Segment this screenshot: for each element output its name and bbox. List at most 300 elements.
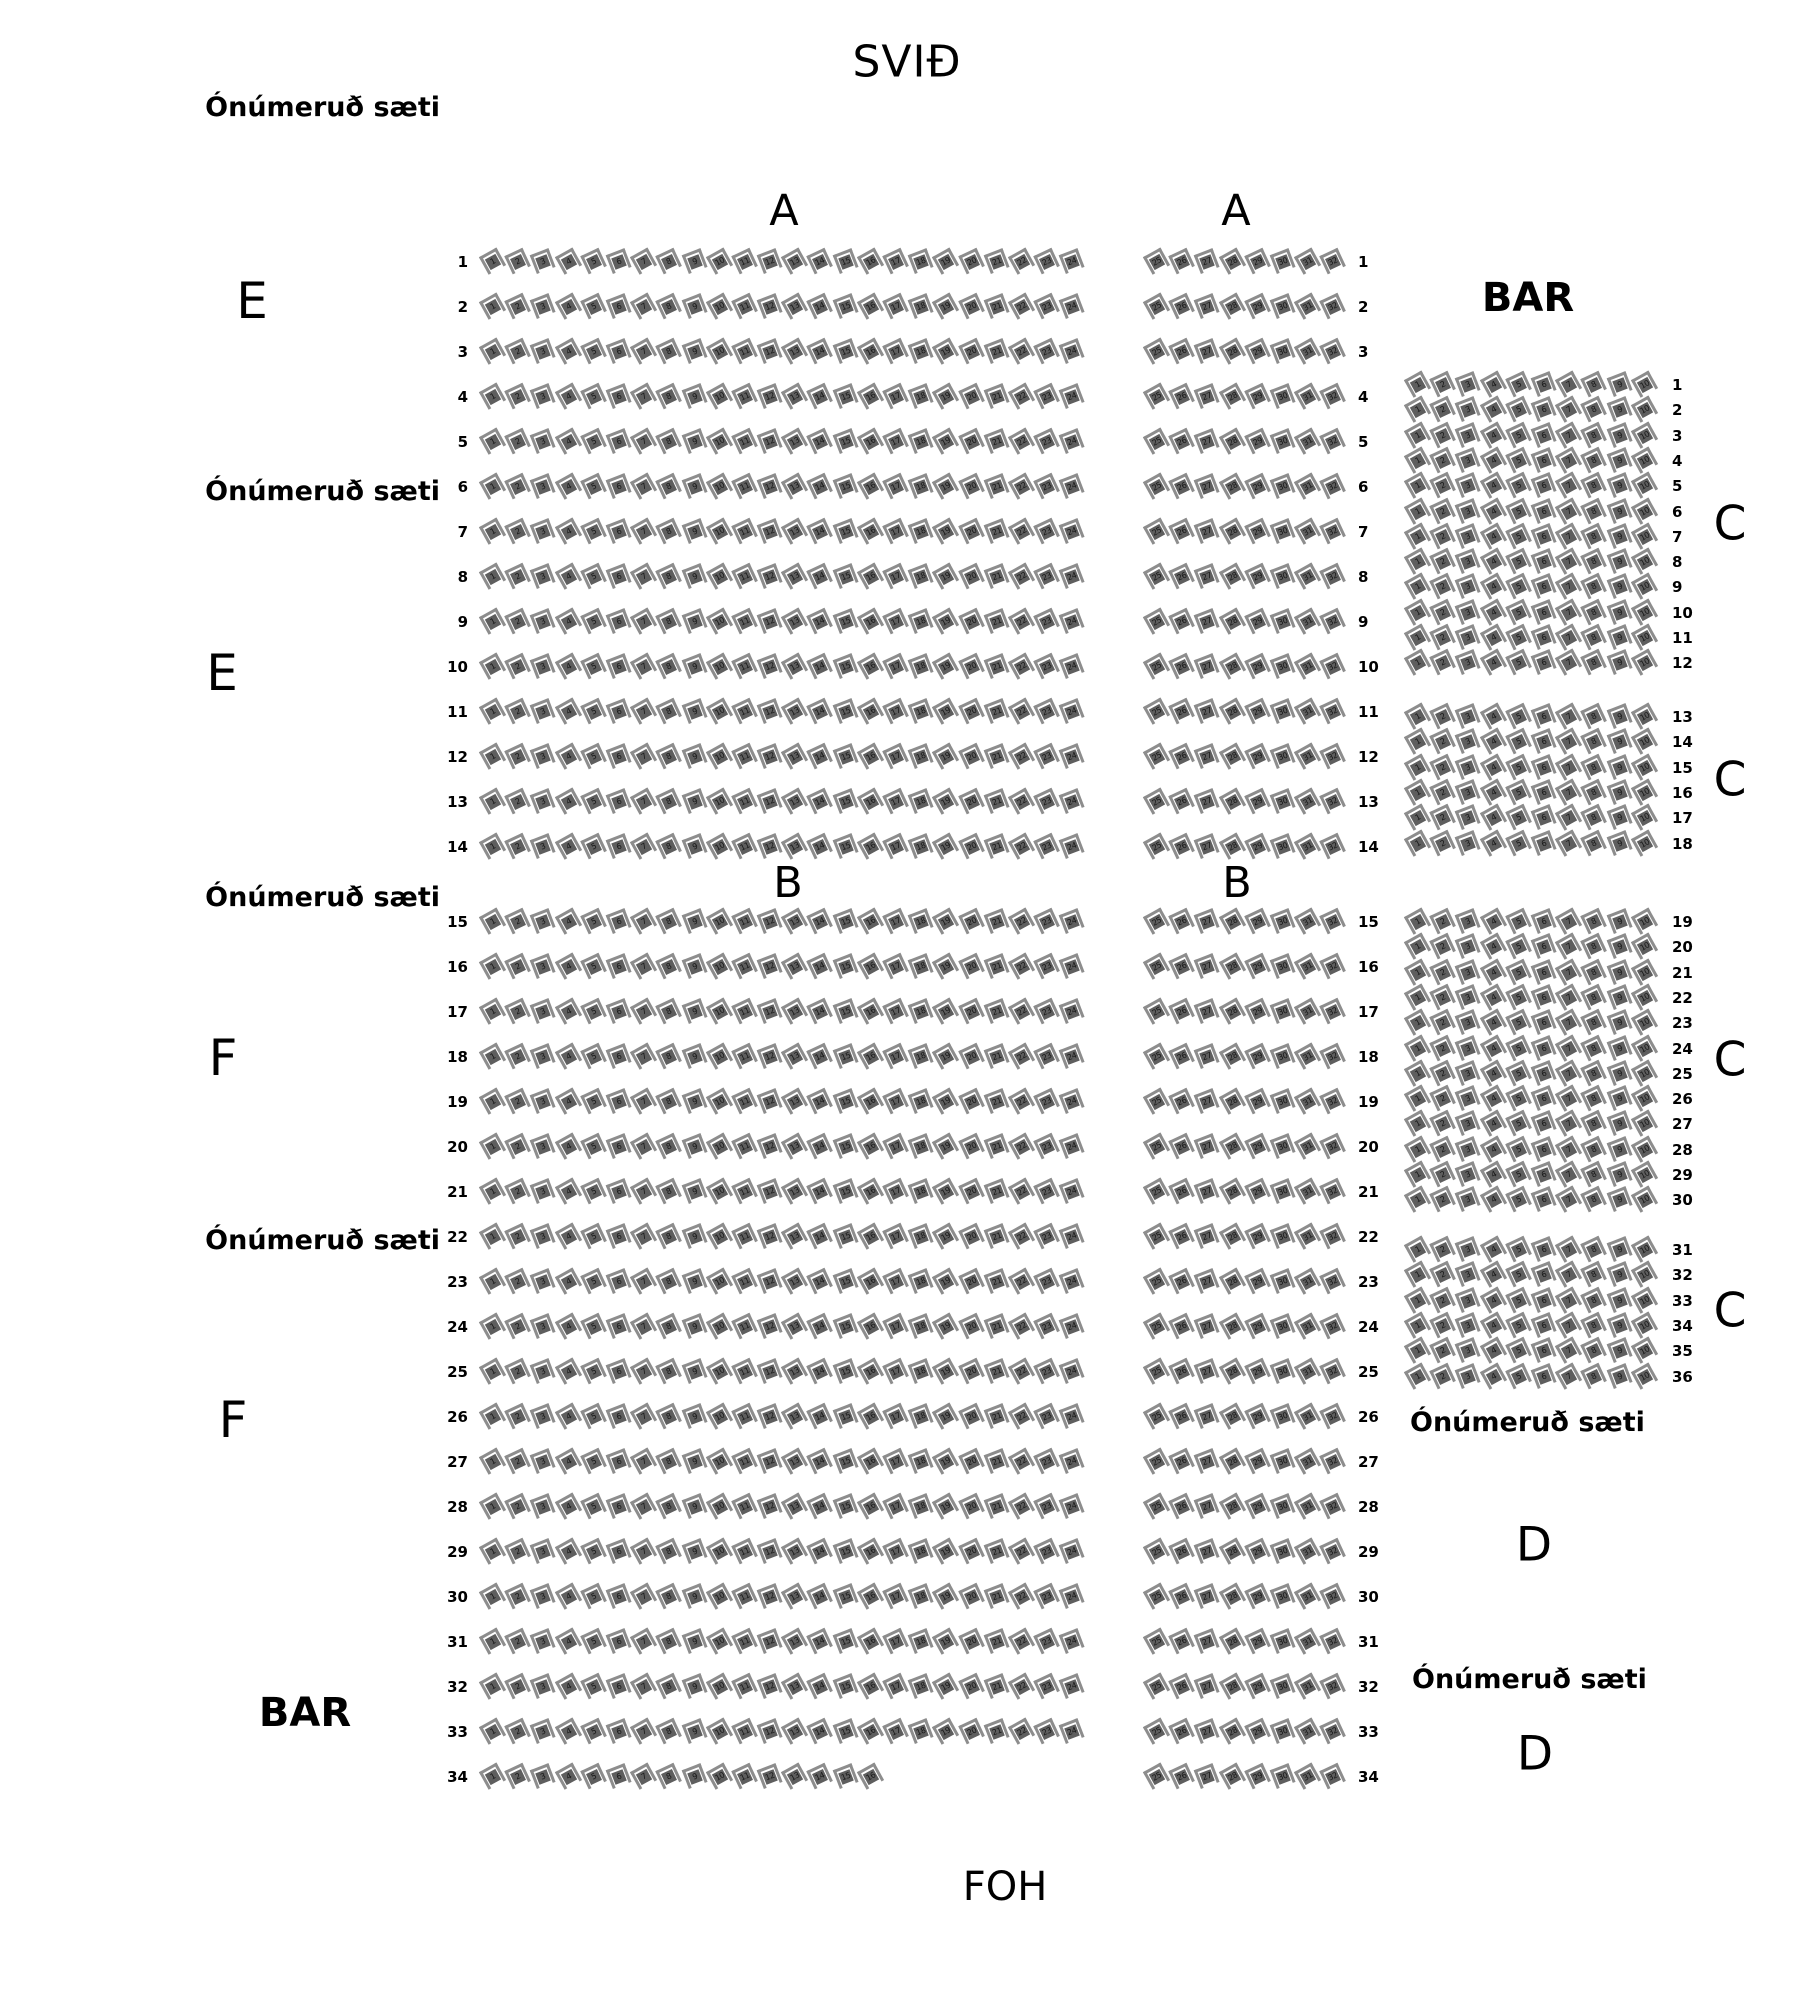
seat[interactable]: 7	[1561, 810, 1577, 826]
seat[interactable]: 24	[1065, 524, 1081, 540]
seat[interactable]: 2	[510, 1544, 526, 1560]
seat[interactable]: 2	[510, 1499, 526, 1515]
seat[interactable]: 5	[586, 1589, 602, 1605]
seat[interactable]: 2	[510, 1679, 526, 1695]
seat[interactable]: 2	[510, 839, 526, 855]
seat[interactable]: 32	[1325, 569, 1341, 585]
seat[interactable]: 10	[1637, 554, 1653, 570]
seat[interactable]: 1	[485, 914, 501, 930]
seat[interactable]: 26	[1174, 1319, 1190, 1335]
seat[interactable]: 8	[1586, 554, 1602, 570]
seat[interactable]: 10	[712, 1679, 728, 1695]
seat[interactable]: 18	[913, 1139, 929, 1155]
seat[interactable]: 2	[1435, 529, 1451, 545]
seat[interactable]: 26	[1174, 254, 1190, 270]
seat[interactable]: 18	[913, 1409, 929, 1425]
seat[interactable]: 10	[1637, 914, 1653, 930]
seat[interactable]: 3	[1461, 1242, 1477, 1258]
seat[interactable]: 10	[712, 1319, 728, 1335]
seat[interactable]: 6	[1536, 1318, 1552, 1334]
seat[interactable]: 8	[1586, 605, 1602, 621]
seat[interactable]: 6	[1536, 1117, 1552, 1133]
seat[interactable]: 8	[1586, 1293, 1602, 1309]
seat[interactable]: 17	[888, 1004, 904, 1020]
seat[interactable]: 17	[888, 299, 904, 315]
seat[interactable]: 31	[1300, 299, 1316, 315]
seat[interactable]: 7	[636, 1409, 652, 1425]
seat[interactable]: 32	[1325, 1364, 1341, 1380]
seat[interactable]: 28	[1224, 704, 1240, 720]
seat[interactable]: 17	[888, 749, 904, 765]
seat[interactable]: 2	[1435, 785, 1451, 801]
seat[interactable]: 4	[560, 914, 576, 930]
seat[interactable]: 2	[510, 914, 526, 930]
seat[interactable]: 7	[636, 479, 652, 495]
seat[interactable]: 30	[1275, 794, 1291, 810]
seat[interactable]: 17	[888, 1094, 904, 1110]
seat[interactable]: 6	[611, 1319, 627, 1335]
seat[interactable]: 23	[1039, 299, 1055, 315]
seat[interactable]: 18	[913, 704, 929, 720]
seat[interactable]: 8	[1586, 579, 1602, 595]
seat[interactable]: 12	[762, 344, 778, 360]
seat[interactable]: 14	[812, 1184, 828, 1200]
seat[interactable]: 4	[560, 1049, 576, 1065]
seat[interactable]: 30	[1275, 749, 1291, 765]
seat[interactable]: 27	[1200, 1184, 1216, 1200]
seat[interactable]: 12	[762, 389, 778, 405]
seat[interactable]: 6	[1536, 785, 1552, 801]
seat[interactable]: 10	[1637, 402, 1653, 418]
seat[interactable]: 32	[1325, 1454, 1341, 1470]
seat[interactable]: 5	[586, 1364, 602, 1380]
seat[interactable]: 7	[636, 1454, 652, 1470]
seat[interactable]: 6	[1536, 709, 1552, 725]
seat[interactable]: 5	[586, 1274, 602, 1290]
seat[interactable]: 24	[1065, 1724, 1081, 1740]
seat[interactable]: 29	[1250, 1049, 1266, 1065]
seat[interactable]: 17	[888, 1409, 904, 1425]
seat[interactable]: 8	[661, 1049, 677, 1065]
seat[interactable]: 15	[838, 479, 854, 495]
seat[interactable]: 12	[762, 1634, 778, 1650]
seat[interactable]: 26	[1174, 1229, 1190, 1245]
seat[interactable]: 19	[938, 1049, 954, 1065]
seat[interactable]: 10	[1637, 453, 1653, 469]
seat[interactable]: 31	[1300, 1184, 1316, 1200]
seat[interactable]: 4	[560, 749, 576, 765]
seat[interactable]: 28	[1224, 389, 1240, 405]
seat[interactable]: 15	[838, 614, 854, 630]
seat[interactable]: 1	[1410, 377, 1426, 393]
seat[interactable]: 28	[1224, 749, 1240, 765]
seat[interactable]: 22	[1014, 704, 1030, 720]
seat[interactable]: 30	[1275, 914, 1291, 930]
seat[interactable]: 27	[1200, 1049, 1216, 1065]
seat[interactable]: 17	[888, 1049, 904, 1065]
seat[interactable]: 8	[661, 1544, 677, 1560]
seat[interactable]: 18	[913, 1049, 929, 1065]
seat[interactable]: 7	[636, 1139, 652, 1155]
seat[interactable]: 4	[1485, 939, 1501, 955]
seat[interactable]: 17	[888, 1454, 904, 1470]
seat[interactable]: 1	[485, 1319, 501, 1335]
seat[interactable]: 8	[661, 1724, 677, 1740]
seat[interactable]: 11	[737, 1409, 753, 1425]
seat[interactable]: 2	[510, 1094, 526, 1110]
seat[interactable]: 29	[1250, 1544, 1266, 1560]
seat[interactable]: 30	[1275, 1364, 1291, 1380]
seat[interactable]: 8	[661, 1229, 677, 1245]
seat[interactable]: 31	[1300, 1589, 1316, 1605]
seat[interactable]: 31	[1300, 434, 1316, 450]
seat[interactable]: 10	[1637, 835, 1653, 851]
seat[interactable]: 2	[1435, 579, 1451, 595]
seat[interactable]: 16	[863, 1589, 879, 1605]
seat[interactable]: 2	[510, 1589, 526, 1605]
seat[interactable]: 18	[913, 1454, 929, 1470]
seat[interactable]: 23	[1039, 704, 1055, 720]
seat[interactable]: 1	[1410, 605, 1426, 621]
seat[interactable]: 15	[838, 344, 854, 360]
seat[interactable]: 8	[661, 1274, 677, 1290]
seat[interactable]: 8	[1586, 1318, 1602, 1334]
seat[interactable]: 23	[1039, 749, 1055, 765]
seat[interactable]: 19	[938, 389, 954, 405]
seat[interactable]: 29	[1250, 524, 1266, 540]
seat[interactable]: 1	[485, 1139, 501, 1155]
seat[interactable]: 10	[1637, 759, 1653, 775]
seat[interactable]: 7	[636, 1004, 652, 1020]
seat[interactable]: 3	[536, 1049, 552, 1065]
seat[interactable]: 17	[888, 1724, 904, 1740]
seat[interactable]: 13	[787, 749, 803, 765]
seat[interactable]: 14	[812, 1499, 828, 1515]
seat[interactable]: 12	[762, 254, 778, 270]
seat[interactable]: 15	[838, 749, 854, 765]
seat[interactable]: 9	[1612, 428, 1628, 444]
seat[interactable]: 2	[510, 1319, 526, 1335]
seat[interactable]: 19	[938, 1184, 954, 1200]
seat[interactable]: 9	[687, 1049, 703, 1065]
seat[interactable]: 28	[1224, 959, 1240, 975]
seat[interactable]: 24	[1065, 839, 1081, 855]
seat[interactable]: 1	[485, 1364, 501, 1380]
seat[interactable]: 1	[485, 1229, 501, 1245]
seat[interactable]: 3	[1461, 785, 1477, 801]
seat[interactable]: 29	[1250, 1679, 1266, 1695]
seat[interactable]: 19	[938, 794, 954, 810]
seat[interactable]: 3	[536, 1094, 552, 1110]
seat[interactable]: 21	[989, 1634, 1005, 1650]
seat[interactable]: 12	[762, 614, 778, 630]
seat[interactable]: 9	[687, 1319, 703, 1335]
seat[interactable]: 8	[1586, 630, 1602, 646]
seat[interactable]: 3	[536, 959, 552, 975]
seat[interactable]: 20	[964, 479, 980, 495]
seat[interactable]: 13	[787, 1769, 803, 1785]
seat[interactable]: 31	[1300, 704, 1316, 720]
seat[interactable]: 7	[636, 704, 652, 720]
seat[interactable]: 3	[536, 1769, 552, 1785]
seat[interactable]: 21	[989, 914, 1005, 930]
seat[interactable]: 9	[1612, 990, 1628, 1006]
seat[interactable]: 10	[712, 434, 728, 450]
seat[interactable]: 9	[687, 1544, 703, 1560]
seat[interactable]: 4	[1485, 1192, 1501, 1208]
seat[interactable]: 8	[661, 1004, 677, 1020]
seat[interactable]: 9	[1612, 1268, 1628, 1284]
seat[interactable]: 8	[1586, 402, 1602, 418]
seat[interactable]: 27	[1200, 659, 1216, 675]
seat[interactable]: 28	[1224, 344, 1240, 360]
seat[interactable]: 2	[1435, 1116, 1451, 1132]
seat[interactable]: 3	[1461, 1142, 1477, 1158]
seat[interactable]: 3	[536, 479, 552, 495]
seat[interactable]: 9	[1612, 1066, 1628, 1082]
seat[interactable]: 12	[762, 479, 778, 495]
seat[interactable]: 17	[888, 254, 904, 270]
seat[interactable]: 23	[1039, 839, 1055, 855]
seat[interactable]: 3	[1461, 1015, 1477, 1031]
seat[interactable]: 22	[1014, 344, 1030, 360]
seat[interactable]: 1	[1410, 914, 1426, 930]
seat[interactable]: 31	[1300, 389, 1316, 405]
seat[interactable]: 6	[611, 914, 627, 930]
seat[interactable]: 29	[1250, 1094, 1266, 1110]
seat[interactable]: 19	[938, 434, 954, 450]
seat[interactable]: 21	[989, 1724, 1005, 1740]
seat[interactable]: 30	[1275, 1004, 1291, 1020]
seat[interactable]: 7	[1561, 1242, 1577, 1258]
seat[interactable]: 19	[938, 1229, 954, 1245]
seat[interactable]: 21	[989, 1139, 1005, 1155]
seat[interactable]: 15	[838, 1724, 854, 1740]
seat[interactable]: 18	[913, 254, 929, 270]
seat[interactable]: 1	[1410, 810, 1426, 826]
seat[interactable]: 6	[1536, 428, 1552, 444]
seat[interactable]: 20	[964, 704, 980, 720]
seat[interactable]: 9	[1612, 1091, 1628, 1107]
seat[interactable]: 14	[812, 1454, 828, 1470]
seat[interactable]: 1	[1410, 503, 1426, 519]
seat[interactable]: 26	[1174, 1184, 1190, 1200]
seat[interactable]: 15	[838, 914, 854, 930]
seat[interactable]: 5	[586, 569, 602, 585]
seat[interactable]: 9	[687, 1409, 703, 1425]
seat[interactable]: 9	[1612, 1242, 1628, 1258]
seat[interactable]: 18	[913, 1004, 929, 1020]
seat[interactable]: 24	[1065, 959, 1081, 975]
seat[interactable]: 28	[1224, 254, 1240, 270]
seat[interactable]: 11	[737, 1679, 753, 1695]
seat[interactable]: 11	[737, 749, 753, 765]
seat[interactable]: 1	[485, 1544, 501, 1560]
seat[interactable]: 3	[1461, 735, 1477, 751]
seat[interactable]: 20	[964, 1139, 980, 1155]
seat[interactable]: 13	[787, 1139, 803, 1155]
seat[interactable]: 9	[1612, 735, 1628, 751]
seat[interactable]: 10	[712, 1364, 728, 1380]
seat[interactable]: 5	[1511, 1369, 1527, 1385]
seat[interactable]: 24	[1065, 1364, 1081, 1380]
seat[interactable]: 22	[1014, 1184, 1030, 1200]
seat[interactable]: 32	[1325, 1184, 1341, 1200]
seat[interactable]: 3	[1461, 428, 1477, 444]
seat[interactable]: 24	[1065, 1139, 1081, 1155]
seat[interactable]: 6	[611, 1004, 627, 1020]
seat[interactable]: 20	[964, 1229, 980, 1245]
seat[interactable]: 9	[687, 569, 703, 585]
seat[interactable]: 28	[1224, 1319, 1240, 1335]
seat[interactable]: 4	[560, 1229, 576, 1245]
seat[interactable]: 7	[636, 1679, 652, 1695]
seat[interactable]: 5	[1511, 655, 1527, 671]
seat[interactable]: 15	[838, 959, 854, 975]
seat[interactable]: 21	[989, 524, 1005, 540]
seat[interactable]: 1	[1410, 785, 1426, 801]
seat[interactable]: 10	[712, 1589, 728, 1605]
seat[interactable]: 9	[687, 794, 703, 810]
seat[interactable]: 20	[964, 1364, 980, 1380]
seat[interactable]: 18	[913, 1679, 929, 1695]
seat[interactable]: 2	[1435, 605, 1451, 621]
seat[interactable]: 10	[712, 524, 728, 540]
seat[interactable]: 27	[1200, 1454, 1216, 1470]
seat[interactable]: 16	[863, 1499, 879, 1515]
seat[interactable]: 7	[636, 1634, 652, 1650]
seat[interactable]: 22	[1014, 1364, 1030, 1380]
seat[interactable]: 30	[1275, 614, 1291, 630]
seat[interactable]: 24	[1065, 1229, 1081, 1245]
seat[interactable]: 14	[812, 794, 828, 810]
seat[interactable]: 9	[687, 1634, 703, 1650]
seat[interactable]: 27	[1200, 1364, 1216, 1380]
seat[interactable]: 8	[1586, 1091, 1602, 1107]
seat[interactable]: 17	[888, 1679, 904, 1695]
seat[interactable]: 22	[1014, 614, 1030, 630]
seat[interactable]: 11	[737, 254, 753, 270]
seat[interactable]: 1	[1410, 835, 1426, 851]
seat[interactable]: 20	[964, 614, 980, 630]
seat[interactable]: 3	[1461, 1318, 1477, 1334]
seat[interactable]: 7	[1561, 1015, 1577, 1031]
seat[interactable]: 9	[687, 1184, 703, 1200]
seat[interactable]: 9	[687, 749, 703, 765]
seat[interactable]: 3	[536, 1139, 552, 1155]
seat[interactable]: 2	[510, 1769, 526, 1785]
seat[interactable]: 13	[787, 1724, 803, 1740]
seat[interactable]: 9	[687, 1679, 703, 1695]
seat[interactable]: 1	[1410, 402, 1426, 418]
seat[interactable]: 32	[1325, 1679, 1341, 1695]
seat[interactable]: 4	[560, 434, 576, 450]
seat[interactable]: 1	[485, 704, 501, 720]
seat[interactable]: 6	[1536, 836, 1552, 852]
seat[interactable]: 1	[1410, 478, 1426, 494]
seat[interactable]: 25	[1149, 344, 1165, 360]
seat[interactable]: 22	[1014, 1724, 1030, 1740]
seat[interactable]: 13	[787, 1319, 803, 1335]
seat[interactable]: 8	[1586, 1192, 1602, 1208]
seat[interactable]: 16	[863, 434, 879, 450]
seat[interactable]: 3	[536, 794, 552, 810]
seat[interactable]: 25	[1149, 254, 1165, 270]
seat[interactable]: 10	[712, 569, 728, 585]
seat[interactable]: 9	[687, 389, 703, 405]
seat[interactable]: 4	[560, 254, 576, 270]
seat[interactable]: 1	[485, 569, 501, 585]
seat[interactable]: 4	[1485, 427, 1501, 443]
seat[interactable]: 7	[636, 524, 652, 540]
seat[interactable]: 9	[1612, 810, 1628, 826]
seat[interactable]: 16	[863, 344, 879, 360]
seat[interactable]: 2	[510, 569, 526, 585]
seat[interactable]: 7	[1561, 655, 1577, 671]
seat[interactable]: 11	[737, 569, 753, 585]
seat[interactable]: 19	[938, 1139, 954, 1155]
seat[interactable]: 16	[863, 1409, 879, 1425]
seat[interactable]: 17	[888, 1589, 904, 1605]
seat[interactable]: 28	[1224, 659, 1240, 675]
seat[interactable]: 17	[888, 479, 904, 495]
seat[interactable]: 24	[1065, 479, 1081, 495]
seat[interactable]: 23	[1039, 389, 1055, 405]
seat[interactable]: 6	[611, 389, 627, 405]
seat[interactable]: 31	[1300, 1544, 1316, 1560]
seat[interactable]: 2	[1435, 1318, 1451, 1334]
seat[interactable]: 7	[1561, 939, 1577, 955]
seat[interactable]: 6	[611, 299, 627, 315]
seat[interactable]: 5	[1511, 709, 1527, 725]
seat[interactable]: 10	[1637, 1040, 1653, 1056]
seat[interactable]: 5	[586, 1184, 602, 1200]
seat[interactable]: 27	[1200, 1679, 1216, 1695]
seat[interactable]: 11	[737, 839, 753, 855]
seat[interactable]: 26	[1174, 1769, 1190, 1785]
seat[interactable]: 24	[1065, 704, 1081, 720]
seat[interactable]: 30	[1275, 1499, 1291, 1515]
seat[interactable]: 1	[485, 1769, 501, 1785]
seat[interactable]: 4	[1485, 529, 1501, 545]
seat[interactable]: 22	[1014, 1454, 1030, 1470]
seat[interactable]: 5	[1511, 377, 1527, 393]
seat[interactable]: 30	[1275, 1184, 1291, 1200]
seat[interactable]: 25	[1149, 1184, 1165, 1200]
seat[interactable]: 12	[762, 794, 778, 810]
seat[interactable]: 30	[1275, 1409, 1291, 1425]
seat[interactable]: 20	[964, 1004, 980, 1020]
seat[interactable]: 4	[560, 1319, 576, 1335]
seat[interactable]: 31	[1300, 479, 1316, 495]
seat[interactable]: 19	[938, 614, 954, 630]
seat[interactable]: 14	[812, 524, 828, 540]
seat[interactable]: 15	[838, 569, 854, 585]
seat[interactable]: 29	[1250, 1364, 1266, 1380]
seat[interactable]: 27	[1200, 1004, 1216, 1020]
seat[interactable]: 6	[1536, 1041, 1552, 1057]
seat[interactable]: 17	[888, 524, 904, 540]
seat[interactable]: 6	[1536, 940, 1552, 956]
seat[interactable]: 8	[1586, 1041, 1602, 1057]
seat[interactable]: 4	[1485, 402, 1501, 418]
seat[interactable]: 24	[1065, 1499, 1081, 1515]
seat[interactable]: 6	[1536, 1142, 1552, 1158]
seat[interactable]: 19	[938, 479, 954, 495]
seat[interactable]: 5	[586, 1544, 602, 1560]
seat[interactable]: 4	[1485, 759, 1501, 775]
seat[interactable]: 27	[1200, 299, 1216, 315]
